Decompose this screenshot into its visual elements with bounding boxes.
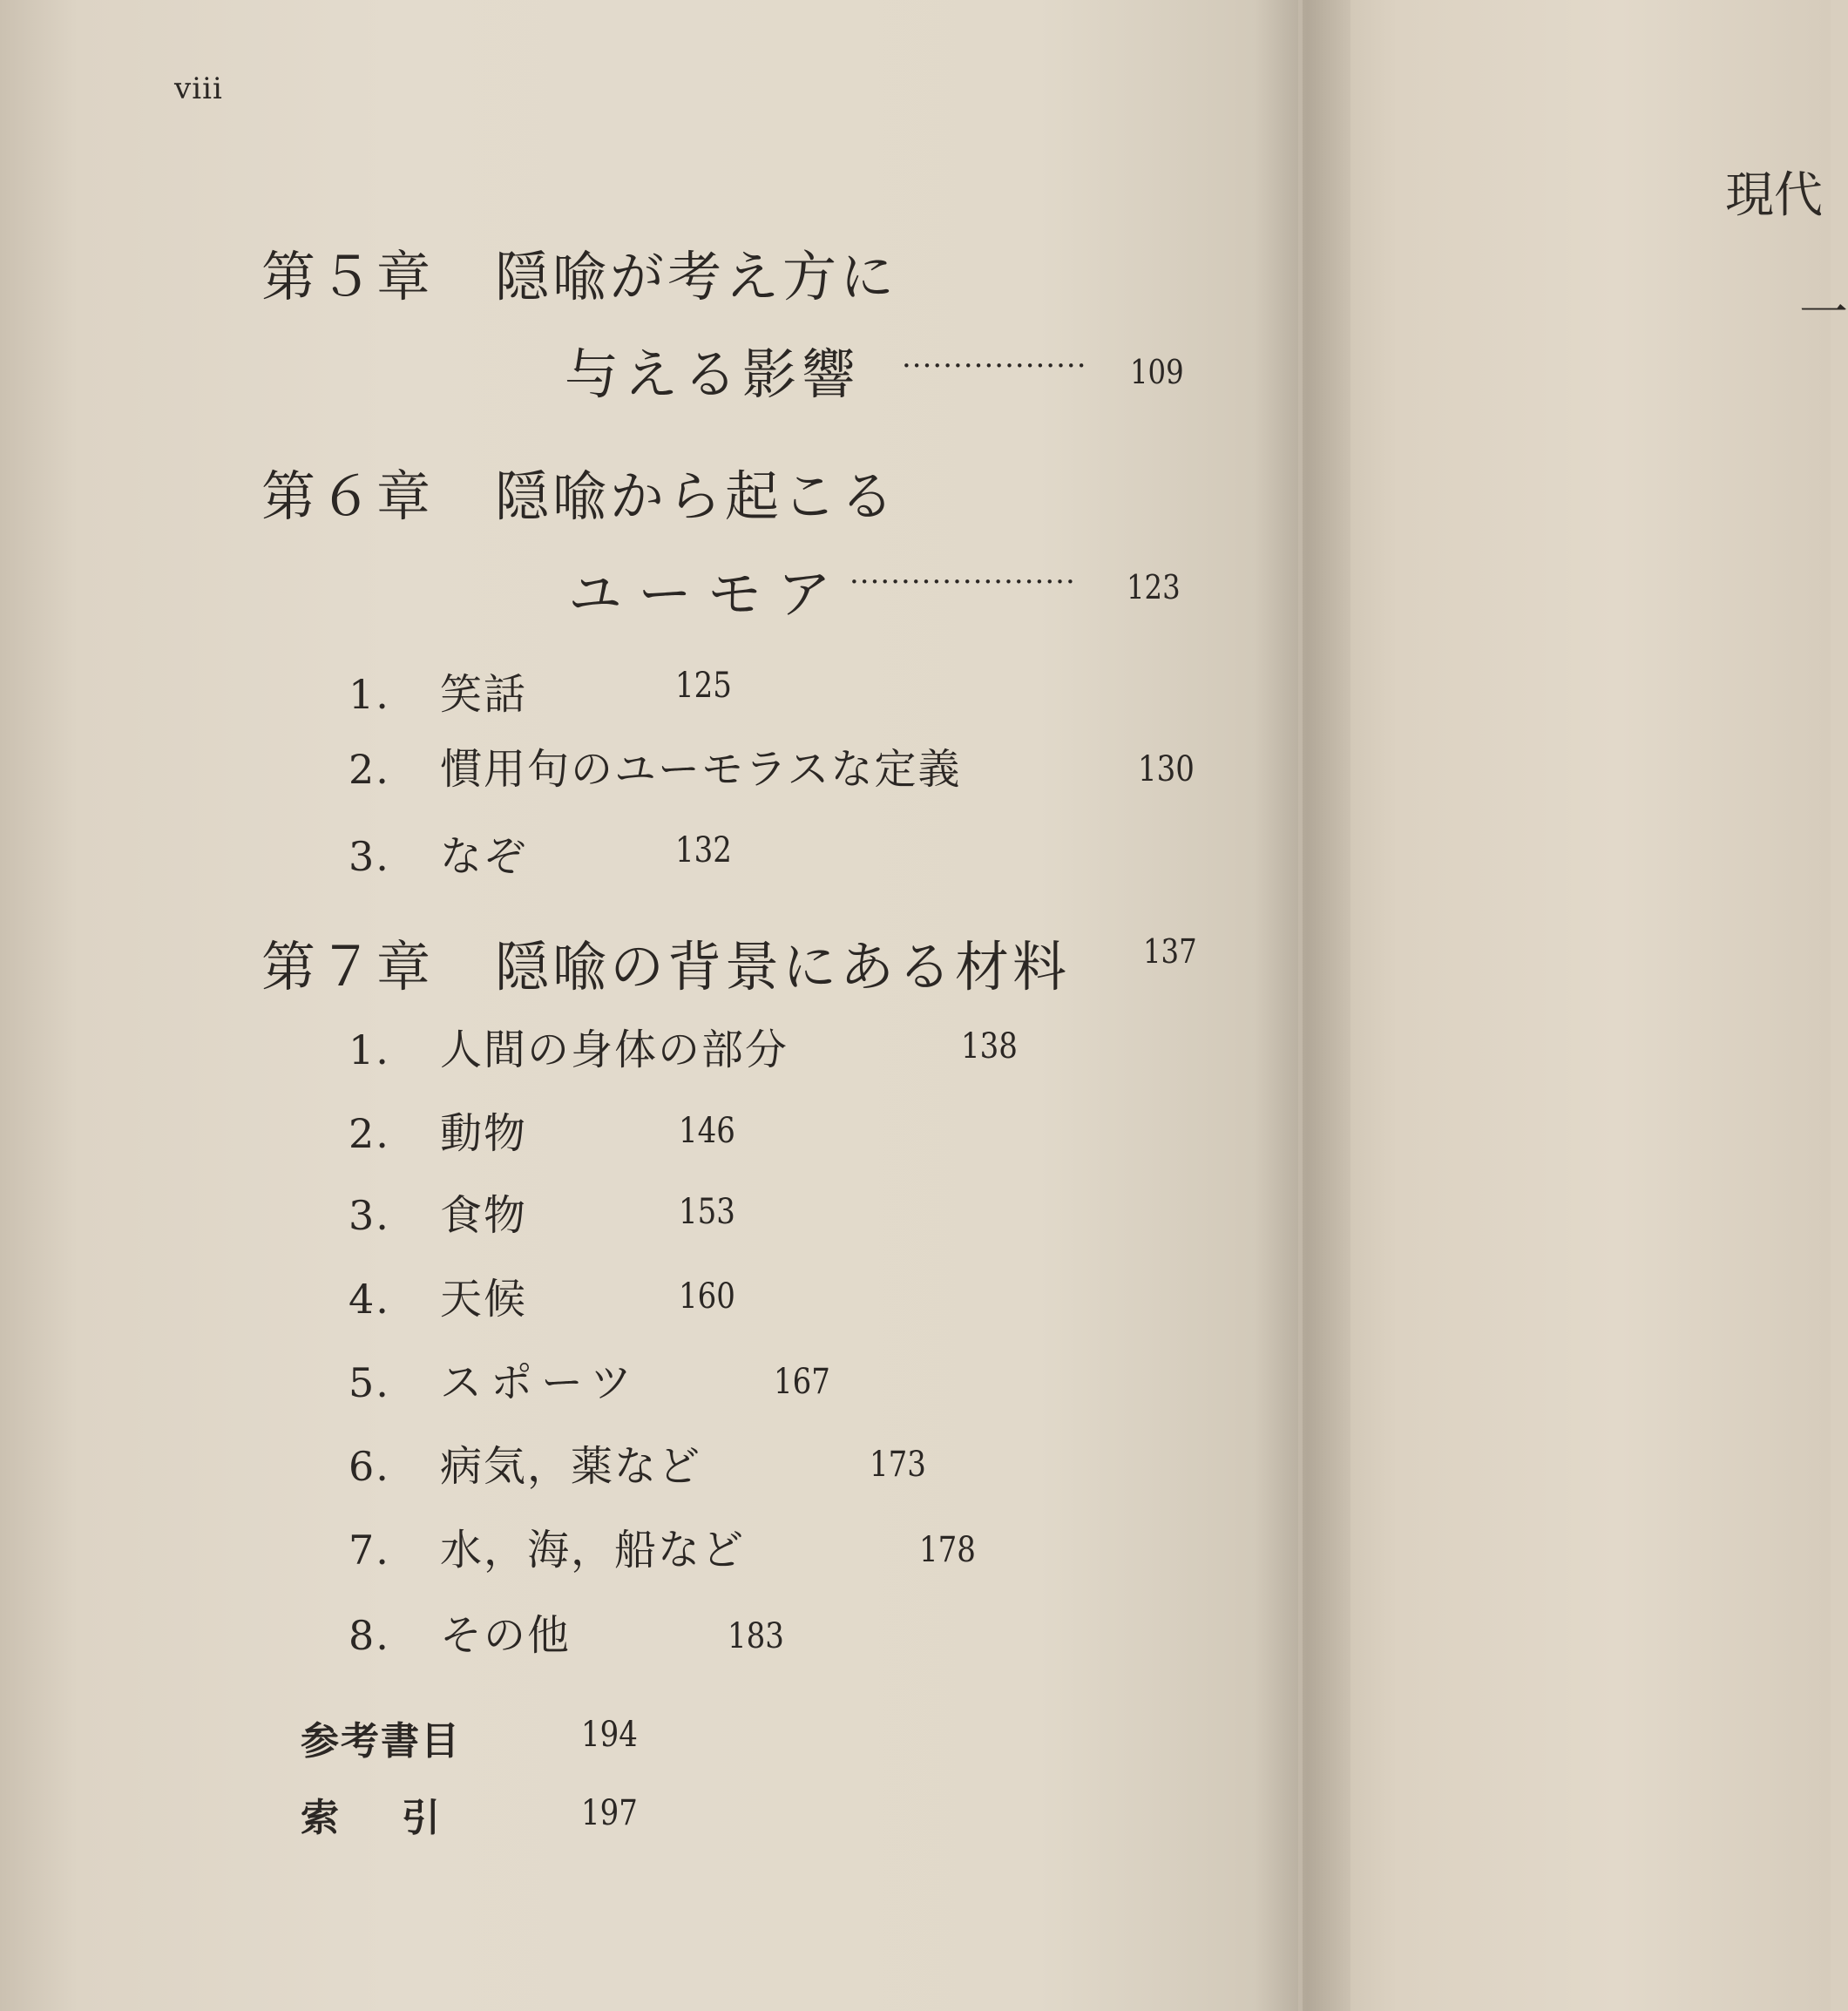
ch7-item-3-page: 153	[679, 1192, 735, 1232]
ch7-item-4-num: 4.	[349, 1276, 390, 1323]
ch6-item-3-title: なぞ	[440, 832, 528, 881]
ch7-item-2-title: 動物	[440, 1109, 528, 1158]
ch7-item-3-num: 3.	[349, 1192, 390, 1239]
ch7-item-7-num: 7.	[349, 1527, 390, 1574]
index-label: 索 引	[301, 1796, 452, 1840]
chapter-7-label: 第７章	[261, 935, 435, 999]
ch7-item-1-num: 1.	[349, 1026, 390, 1073]
right-page-heading: 現代	[1725, 167, 1823, 224]
page-folio: viii	[174, 71, 223, 106]
ch7-item-8-page: 183	[728, 1616, 784, 1656]
chapter-7-page: 137	[1143, 932, 1197, 971]
index-page: 197	[581, 1793, 638, 1833]
ch6-item-2-num: 2.	[349, 746, 390, 793]
ch7-item-5-num: 5.	[349, 1359, 390, 1406]
ch7-item-7-page: 178	[919, 1530, 976, 1570]
ch7-item-4-page: 160	[679, 1276, 735, 1317]
chapter-7-heading	[261, 924, 1070, 1001]
ch7-item-8-title: その他	[440, 1611, 572, 1660]
ch6-item-3	[349, 823, 527, 883]
ch7-item-1-page: 138	[961, 1026, 1018, 1066]
ch7-item-5-title: スポーツ	[440, 1358, 641, 1407]
ch6-item-2-page: 130	[1138, 749, 1195, 789]
ch7-item-8	[349, 1601, 571, 1662]
chapter-6-label: 第６章	[261, 464, 435, 528]
chapter-5-label: 第５章	[261, 245, 435, 308]
ch7-item-4	[349, 1265, 527, 1325]
ch7-item-2-page: 146	[679, 1111, 735, 1151]
chapter-6-title-line2: ユーモア	[568, 562, 848, 626]
ch6-item-3-num: 3.	[349, 833, 390, 880]
chapter-5-title-line2: 与える影響	[565, 342, 862, 406]
ch6-item-1-num: 1.	[349, 671, 390, 718]
chapter-5-page: 109	[1130, 353, 1184, 391]
ch6-item-2-title: 慣用句のユーモラスな定義	[440, 745, 962, 794]
ch7-item-2-num: 2.	[349, 1110, 390, 1157]
ch6-item-2	[349, 735, 962, 796]
ch7-item-1	[349, 1016, 789, 1076]
ch7-item-7	[349, 1516, 745, 1576]
ch7-item-1-title: 人間の身体の部分	[440, 1026, 789, 1074]
ch7-item-3-title: 食物	[440, 1191, 528, 1240]
ch7-item-6-title: 病気，薬など	[440, 1442, 702, 1491]
ch6-item-3-page: 132	[675, 830, 732, 870]
ch7-item-5-page: 167	[774, 1362, 830, 1402]
ch7-item-7-title: 水，海，船など	[440, 1526, 746, 1574]
chapter-5-leader-dots: ··················	[902, 349, 1087, 383]
ch6-item-1	[349, 660, 527, 721]
ch7-item-8-num: 8.	[349, 1612, 390, 1659]
ch7-item-3	[349, 1182, 527, 1242]
chapter-6-page: 123	[1127, 568, 1181, 606]
ch6-item-1-page: 125	[675, 666, 732, 706]
chapter-6-heading	[261, 453, 897, 531]
right-page	[1303, 0, 1831, 2011]
ch7-item-6	[349, 1432, 701, 1493]
book-gutter	[1255, 0, 1350, 2011]
ch7-item-6-num: 6.	[349, 1443, 390, 1490]
ch7-item-2	[349, 1100, 527, 1160]
ch7-item-4-title: 天候	[440, 1275, 528, 1324]
chapter-7-title: 隠喩の背景にある材料	[495, 935, 1071, 999]
ch7-item-5	[349, 1349, 640, 1409]
chapter-5-title-line1: 隠喩が考え方に	[495, 245, 898, 308]
ch6-item-1-title: 笑話	[440, 670, 528, 719]
chapter-6-leader-dots: ······················	[850, 565, 1076, 599]
chapter-5-heading	[261, 234, 897, 311]
right-page-dash: 一	[1799, 285, 1848, 342]
bibliography-page: 194	[581, 1715, 638, 1755]
bibliography-label: 参考書目	[301, 1719, 461, 1764]
chapter-6-title-line1: 隠喩から起こる	[495, 464, 898, 528]
ch7-item-6-page: 173	[870, 1445, 926, 1485]
